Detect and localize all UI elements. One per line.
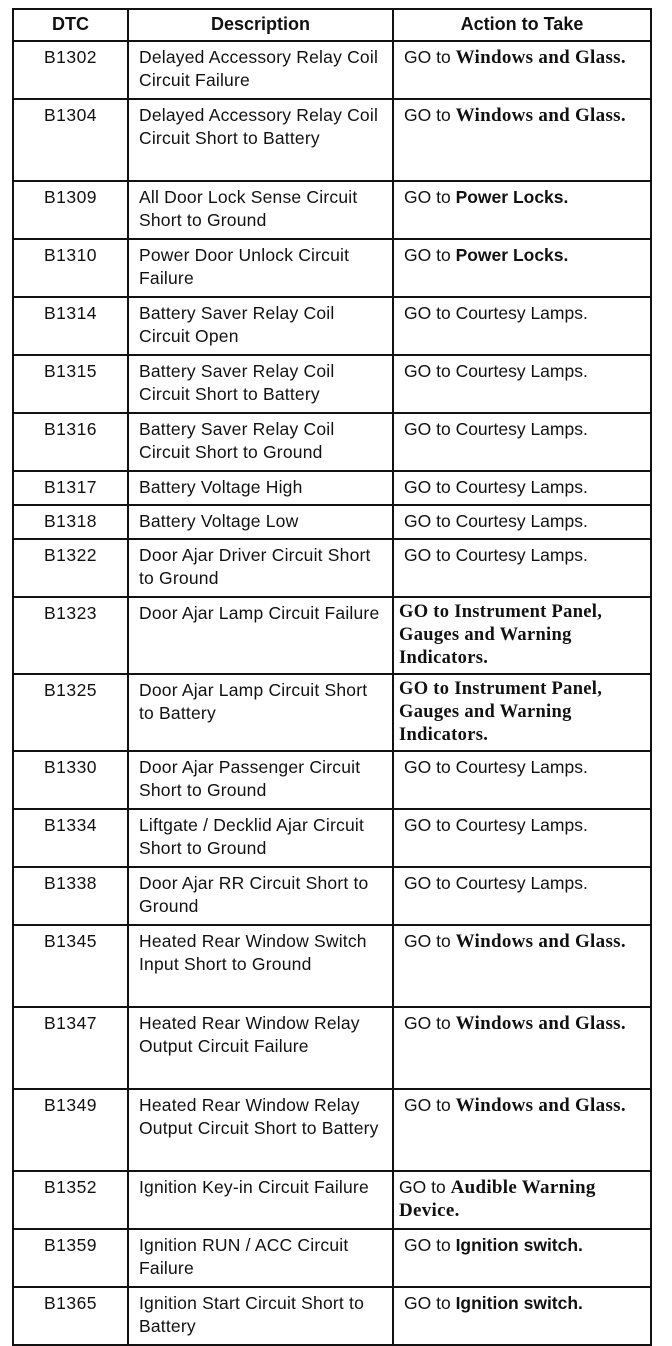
go-to-text: GO to <box>404 419 451 439</box>
go-to-text: GO to <box>404 1095 451 1115</box>
go-to-text: GO to <box>404 873 451 893</box>
go-to-text: GO to <box>404 511 451 531</box>
go-to-text: GO to <box>404 105 451 125</box>
description-cell: Heated Rear Window Switch Input Short to Ground <box>128 925 393 1007</box>
dtc-code: B1316 <box>13 413 128 471</box>
dtc-code: B1315 <box>13 355 128 413</box>
action-target: Courtesy Lamps. <box>455 545 588 565</box>
action-cell <box>393 1089 651 1171</box>
table-row <box>13 751 651 809</box>
action-target: Courtesy Lamps. <box>455 361 588 381</box>
action-target: Windows and Glass. <box>455 105 626 126</box>
go-to-text: GO to <box>404 47 451 67</box>
dtc-code: B1334 <box>13 809 128 867</box>
description-cell: Delayed Accessory Relay Coil Circuit Failure <box>128 41 393 99</box>
description-cell: Ignition Key-in Circuit Failure <box>128 1171 393 1229</box>
table-row <box>13 41 651 99</box>
table-row <box>13 597 651 674</box>
description-cell: Delayed Accessory Relay Coil Circuit Short to Battery <box>128 99 393 181</box>
table-row <box>13 1229 651 1287</box>
action-cell <box>393 471 651 505</box>
go-to-text: GO to <box>404 757 451 777</box>
table-row <box>13 925 651 1007</box>
action-cell <box>393 539 651 597</box>
action-cell <box>393 674 651 751</box>
header-description: Description <box>128 9 393 41</box>
description-cell: Battery Voltage High <box>128 471 393 505</box>
table-header-row <box>13 9 651 41</box>
dtc-code: B1317 <box>13 471 128 505</box>
action-cell <box>393 413 651 471</box>
table-row <box>13 355 651 413</box>
action-cell <box>393 99 651 181</box>
action-cell <box>393 505 651 539</box>
description-cell: Liftgate / Decklid Ajar Circuit Short to Ground <box>128 809 393 867</box>
go-to-text: GO to <box>404 477 451 497</box>
dtc-code: B1365 <box>13 1287 128 1345</box>
go-to-text: GO to <box>404 1013 451 1033</box>
action-target: Courtesy Lamps. <box>455 815 588 835</box>
dtc-code: B1323 <box>13 597 128 674</box>
go-to-text: GO to <box>404 303 451 323</box>
dtc-code: B1352 <box>13 1171 128 1229</box>
action-target: Courtesy Lamps. <box>455 511 588 531</box>
table-row <box>13 99 651 181</box>
action-target: Windows and Glass. <box>455 47 626 68</box>
go-to-text: GO to <box>399 1177 446 1197</box>
table-row <box>13 471 651 505</box>
action-target: Courtesy Lamps. <box>455 303 588 323</box>
description-cell: Power Door Unlock Circuit Failure <box>128 239 393 297</box>
description-cell: Door Ajar Driver Circuit Short to Ground <box>128 539 393 597</box>
action-target: Instrument Panel, Gauges and Warning Indicators. <box>399 602 603 668</box>
dtc-code: B1304 <box>13 99 128 181</box>
table-row <box>13 413 651 471</box>
description-cell: Door Ajar Lamp Circuit Short to Battery <box>128 674 393 751</box>
description-cell: Battery Saver Relay Coil Circuit Short to Battery <box>128 355 393 413</box>
table-row <box>13 674 651 751</box>
table-row <box>13 297 651 355</box>
dtc-code: B1318 <box>13 505 128 539</box>
action-cell <box>393 597 651 674</box>
dtc-code: B1325 <box>13 674 128 751</box>
dtc-code: B1310 <box>13 239 128 297</box>
action-target: Power Locks. <box>455 187 569 207</box>
table-row <box>13 1287 651 1345</box>
table-row <box>13 181 651 239</box>
action-target: Courtesy Lamps. <box>455 477 588 497</box>
table-row <box>13 505 651 539</box>
table-row <box>13 239 651 297</box>
action-target: Courtesy Lamps. <box>455 757 588 777</box>
action-cell <box>393 239 651 297</box>
dtc-code: B1349 <box>13 1089 128 1171</box>
dtc-code: B1302 <box>13 41 128 99</box>
dtc-code: B1309 <box>13 181 128 239</box>
description-cell: Heated Rear Window Relay Output Circuit Failure <box>128 1007 393 1089</box>
action-target: Windows and Glass. <box>455 1013 626 1034</box>
description-cell: Door Ajar RR Circuit Short to Ground <box>128 867 393 925</box>
description-cell: Ignition RUN / ACC Circuit Failure <box>128 1229 393 1287</box>
dtc-code: B1314 <box>13 297 128 355</box>
action-target: Courtesy Lamps. <box>455 873 588 893</box>
dtc-code: B1345 <box>13 925 128 1007</box>
description-cell: Heated Rear Window Relay Output Circuit Short to Battery <box>128 1089 393 1171</box>
description-cell: All Door Lock Sense Circuit Short to Ground <box>128 181 393 239</box>
action-cell <box>393 867 651 925</box>
action-cell <box>393 1287 651 1345</box>
action-target: Courtesy Lamps. <box>455 419 588 439</box>
go-to-text: GO to <box>404 931 451 951</box>
go-to-text: GO to <box>404 815 451 835</box>
go-to-text: GO to <box>404 1235 451 1255</box>
action-cell <box>393 925 651 1007</box>
description-cell: Battery Voltage Low <box>128 505 393 539</box>
description-cell: Ignition Start Circuit Short to Battery <box>128 1287 393 1345</box>
go-to-text: GO to <box>399 602 450 622</box>
table-row <box>13 1007 651 1089</box>
go-to-text: GO to <box>404 1293 451 1313</box>
description-cell: Door Ajar Lamp Circuit Failure <box>128 597 393 674</box>
action-target: Instrument Panel, Gauges and Warning Indicators. <box>399 679 603 745</box>
header-dtc: DTC <box>13 9 128 41</box>
action-cell <box>393 41 651 99</box>
dtc-code: B1347 <box>13 1007 128 1089</box>
go-to-text: GO to <box>404 545 451 565</box>
action-cell <box>393 355 651 413</box>
action-target: Windows and Glass. <box>455 931 626 952</box>
action-cell <box>393 181 651 239</box>
go-to-text: GO to <box>404 245 451 265</box>
dtc-code: B1330 <box>13 751 128 809</box>
action-target: Windows and Glass. <box>455 1095 626 1116</box>
action-target: Ignition switch. <box>455 1293 583 1313</box>
action-cell <box>393 1229 651 1287</box>
description-cell: Battery Saver Relay Coil Circuit Open <box>128 297 393 355</box>
table-row <box>13 1089 651 1171</box>
table-row <box>13 539 651 597</box>
dtc-table <box>12 8 652 1346</box>
action-target: Power Locks. <box>455 245 569 265</box>
action-cell <box>393 809 651 867</box>
dtc-code: B1338 <box>13 867 128 925</box>
table-row <box>13 867 651 925</box>
go-to-text: GO to <box>404 187 451 207</box>
action-cell <box>393 297 651 355</box>
action-target: Audible Warning Device. <box>399 1177 596 1221</box>
dtc-code: B1322 <box>13 539 128 597</box>
action-target: Ignition switch. <box>455 1235 583 1255</box>
description-cell: Door Ajar Passenger Circuit Short to Ground <box>128 751 393 809</box>
action-cell <box>393 1007 651 1089</box>
header-action: Action to Take <box>393 9 651 41</box>
description-cell: Battery Saver Relay Coil Circuit Short to Ground <box>128 413 393 471</box>
table-row <box>13 1171 651 1229</box>
action-cell <box>393 1171 651 1229</box>
table-row <box>13 809 651 867</box>
go-to-text: GO to <box>404 361 451 381</box>
go-to-text: GO to <box>399 679 450 699</box>
dtc-code: B1359 <box>13 1229 128 1287</box>
action-cell <box>393 751 651 809</box>
